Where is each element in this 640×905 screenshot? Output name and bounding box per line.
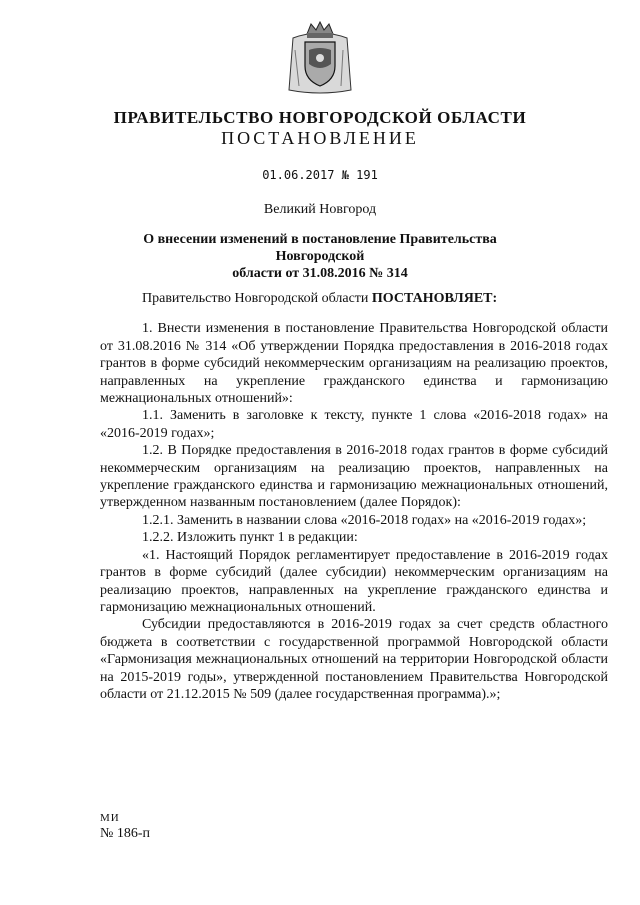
paragraph-1-2: 1.2. В Порядке предоставления в 2016-2018 годах грантов в форме субсидий некоммерческим организациям на реализацию проектов, направленных на укрепление гражданского единства и гармонизацию межнациональных отношений, утвержденном названным постановлением (далее Порядок):	[100, 443, 608, 511]
document-type: ПОСТАНОВЛЕНИЕ	[221, 128, 419, 148]
paragraph-1-1: 1.1. Заменить в заголовке к тексту, пункте 1 слова «2016-2018 годах» на «2016-2019 годах»;	[100, 408, 608, 441]
footer	[100, 810, 150, 842]
date-and-number: 01.06.2017 № 191	[262, 168, 378, 182]
subject-line-2: области от 31.08.2016 № 314	[232, 266, 408, 281]
government-title: ПРАВИТЕЛЬСТВО НОВГОРОДСКОЙ ОБЛАСТИ	[113, 108, 527, 127]
lead-text: Правительство Новгородской области	[142, 291, 372, 306]
paragraph-1: 1. Внести изменения в постановление Правительства Новгородской области от 31.08.2016 № 314 «Об утверждении Порядка предоставления в 2016-2018 годах грантов в форме субсидий некоммерческим организациям на реализацию проектов, направленных на укрепление гражданского единства и гармонизацию межнациональных отношений»:	[100, 321, 608, 407]
city: Великий Новгород	[263, 202, 377, 217]
resolution-lead	[100, 290, 608, 307]
paragraph-subsidies: Субсидии предоставляются в 2016-2019 годах за счет средств областного бюджета в соответствии с государственной программой Новгородской области «Гармонизация межнациональных отношений на территории Новгородской области на 2015-2019 годы», утвержденной постановлением Правительства Новгородской области от 21.12.2015 № 509 (далее государственная программа).»;	[100, 617, 608, 702]
paragraph-1-2-2: 1.2.2. Изложить пункт 1 в редакции:	[142, 530, 358, 546]
document-body	[100, 290, 608, 703]
reference-number: № 186-п	[100, 826, 151, 841]
coat-of-arms-icon	[285, 20, 355, 96]
paragraph-1-2-1: 1.2.1. Заменить в названии слова «2016-2018 годах» на «2016-2019 годах»;	[142, 512, 587, 528]
subject-line-1: О внесении изменений в постановление Правительства Новгородской	[143, 232, 497, 264]
initials: МИ	[100, 812, 120, 824]
document-subject	[120, 231, 520, 282]
paragraph-quote-1: «1. Настоящий Порядок регламентирует предоставление в 2016-2019 годах грантов в форме субсидий (далее субсидии) некоммерческим организациям на реализацию проектов, направленных на укрепление гражданского единства и гармонизацию межнациональных отношений.	[100, 547, 608, 615]
lead-bold: ПОСТАНОВЛЯЕТ:	[371, 291, 498, 306]
